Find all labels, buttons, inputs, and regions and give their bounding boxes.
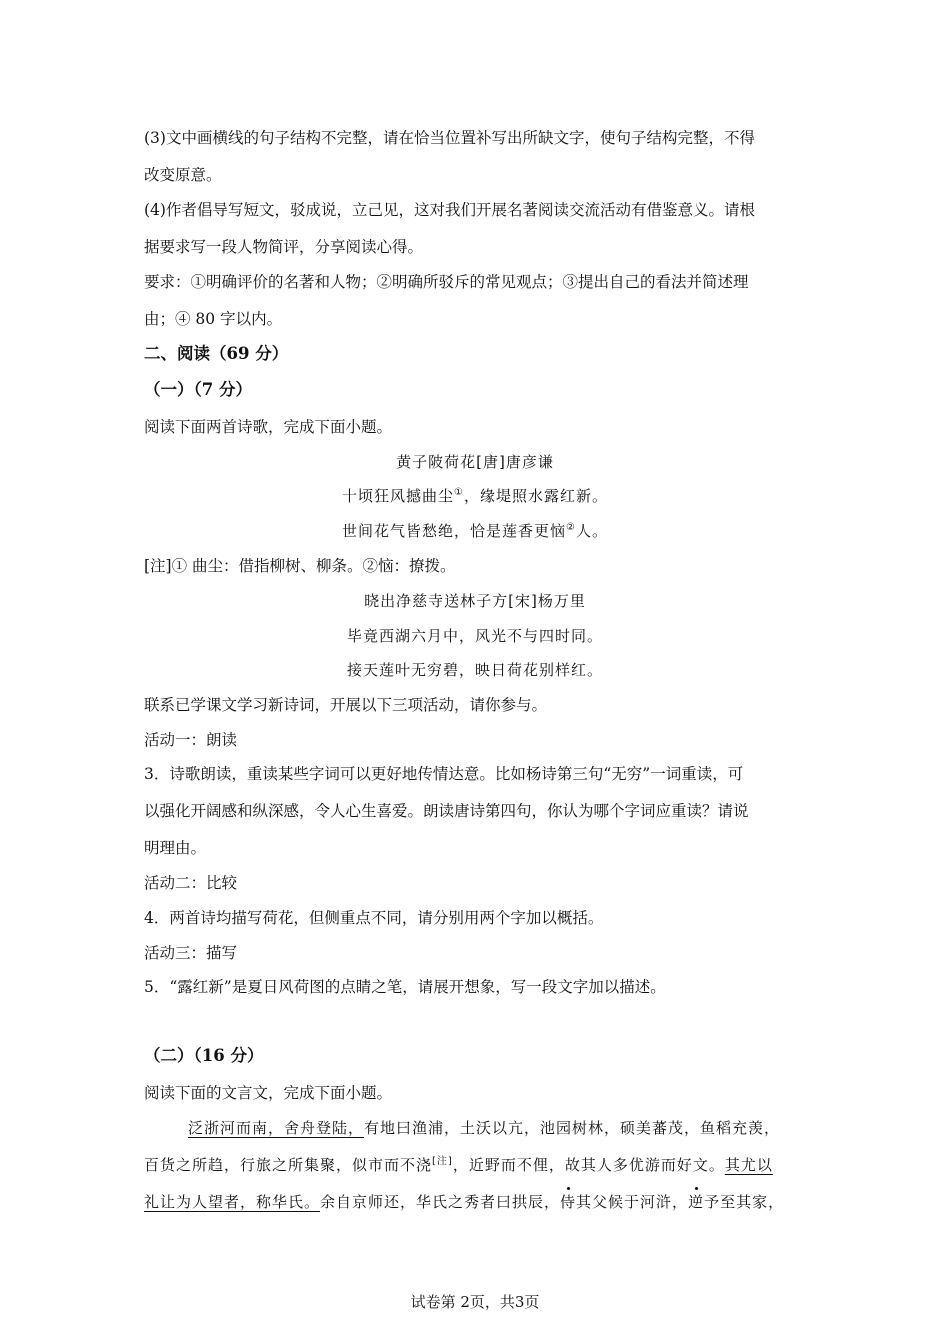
question-3-line1: (3)文中画横线的句子结构不完整，请在恰当位置补写出所缺文字，使句子结构完整，不得 — [144, 129, 755, 147]
poem2-title: 晓出净慈寺送林子方[宋]杨万里 — [364, 592, 586, 610]
classical-line2-text-a: 百货之所趋，行旅之所集聚，似市而不浇 — [144, 1156, 433, 1174]
footnote-marker: [注] — [432, 1156, 453, 1167]
poem1-title: 黄子陂荷花[唐]唐彦谦 — [396, 453, 554, 471]
dotted-character-ni: 逆 — [688, 1193, 705, 1211]
classical-line3-text-c: 予至其家， — [704, 1193, 785, 1211]
underlined-sentence-1: 泛浙河而南，舍舟登陆， — [188, 1119, 365, 1137]
classical-line2-text-b: ，近野而不俚，故其人多优游而好文。 — [452, 1156, 725, 1174]
section-reading-title: 二、阅读（69 分） — [144, 344, 289, 363]
poem2-line2: 接天莲叶无穷碧，映日荷花别样红。 — [346, 661, 603, 679]
activity-1-label: 活动一：朗读 — [144, 731, 238, 749]
classical-text-line2 — [144, 1155, 773, 1175]
underlined-sentence-2-start: 其尤以 — [724, 1156, 773, 1174]
classical-line3-text-a: 余自京师还，华氏之秀者曰拱辰， — [320, 1193, 561, 1211]
subsection-1-intro: 阅读下面两首诗歌，完成下面小题。 — [144, 418, 393, 436]
question-3-line2: 改变原意。 — [144, 166, 222, 184]
dotted-character-shi: 侍 — [560, 1193, 577, 1211]
activity-2-label: 活动二：比较 — [144, 874, 238, 892]
subsection-2-title: （二）（16 分） — [144, 1046, 264, 1065]
poem1-note-marker-1: ① — [454, 487, 464, 498]
subsection-2-intro: 阅读下面的文言文，完成下面小题。 — [144, 1084, 393, 1102]
poem2-line1: 毕竟西湖六月中，风光不与四时同。 — [346, 627, 603, 645]
question-4-line1: (4)作者倡导写短文，驳成说，立己见，这对我们开展名著阅读交流活动有借鉴意义。请根 — [144, 201, 755, 219]
poem1-line2-text-a: 世间花气皆愁绝，恰是莲香更恼 — [342, 522, 567, 540]
classical-line1-rest: 有地曰渔浦，土沃以亢，池园树林，硕美蕃茂，鱼稻充羡， — [364, 1119, 781, 1137]
poem1-line1-text-b: ，缘堤照水露红新。 — [463, 487, 608, 505]
poem1-line1-text-a: 十顷狂风撼曲尘 — [342, 487, 455, 505]
question-3-poem-line1: 3．诗歌朗读，重读某些字词可以更好地传情达意。比如杨诗第三句“无穷”一词重读，可 — [144, 765, 744, 783]
requirements-line2: 由；④ 80 字以内。 — [144, 310, 283, 328]
subsection-1-title: （一）（7 分） — [144, 380, 252, 399]
poem1-line2-text-b: 人。 — [575, 522, 608, 540]
requirements-line1: 要求：①明确评价的名著和人物；②明确所驳斥的常见观点；③提出自己的看法并简述理 — [144, 273, 749, 291]
poem1-line2 — [0, 521, 950, 541]
poem1-footnote: [注]① 曲尘：借指柳树、柳条。②恼：撩拨。 — [144, 557, 456, 575]
page-footer: 试卷第 2页，共3页 — [410, 1293, 540, 1311]
poem1-note-marker-2: ② — [566, 522, 576, 533]
question-4-poem: 4．两首诗均描写荷花，但侧重点不同，请分别用两个字加以概括。 — [144, 909, 604, 927]
question-4-line2: 据要求写一段人物简评，分享阅读心得。 — [144, 238, 424, 256]
question-3-poem-line3: 明理由。 — [144, 839, 207, 857]
classical-text-line3 — [144, 1192, 784, 1212]
poem1-line1 — [0, 486, 950, 506]
classical-text-line1 — [188, 1118, 780, 1138]
classical-line3-text-b: 其父候于河浒， — [576, 1193, 689, 1211]
underlined-sentence-2-end: 礼让为人望者，称华氏。 — [144, 1193, 321, 1211]
question-5-poem: 5．“露红新”是夏日风荷图的点睛之笔，请展开想象，写一段文字加以描述。 — [144, 978, 666, 996]
question-3-poem-line2: 以强化开阔感和纵深感，令人心生喜爱。朗读唐诗第四句，你认为哪个字词应重读？请说 — [144, 802, 749, 820]
activity-3-label: 活动三：描写 — [144, 944, 238, 962]
activities-intro: 联系已学课文学习新诗词，开展以下三项活动，请你参与。 — [144, 696, 548, 714]
